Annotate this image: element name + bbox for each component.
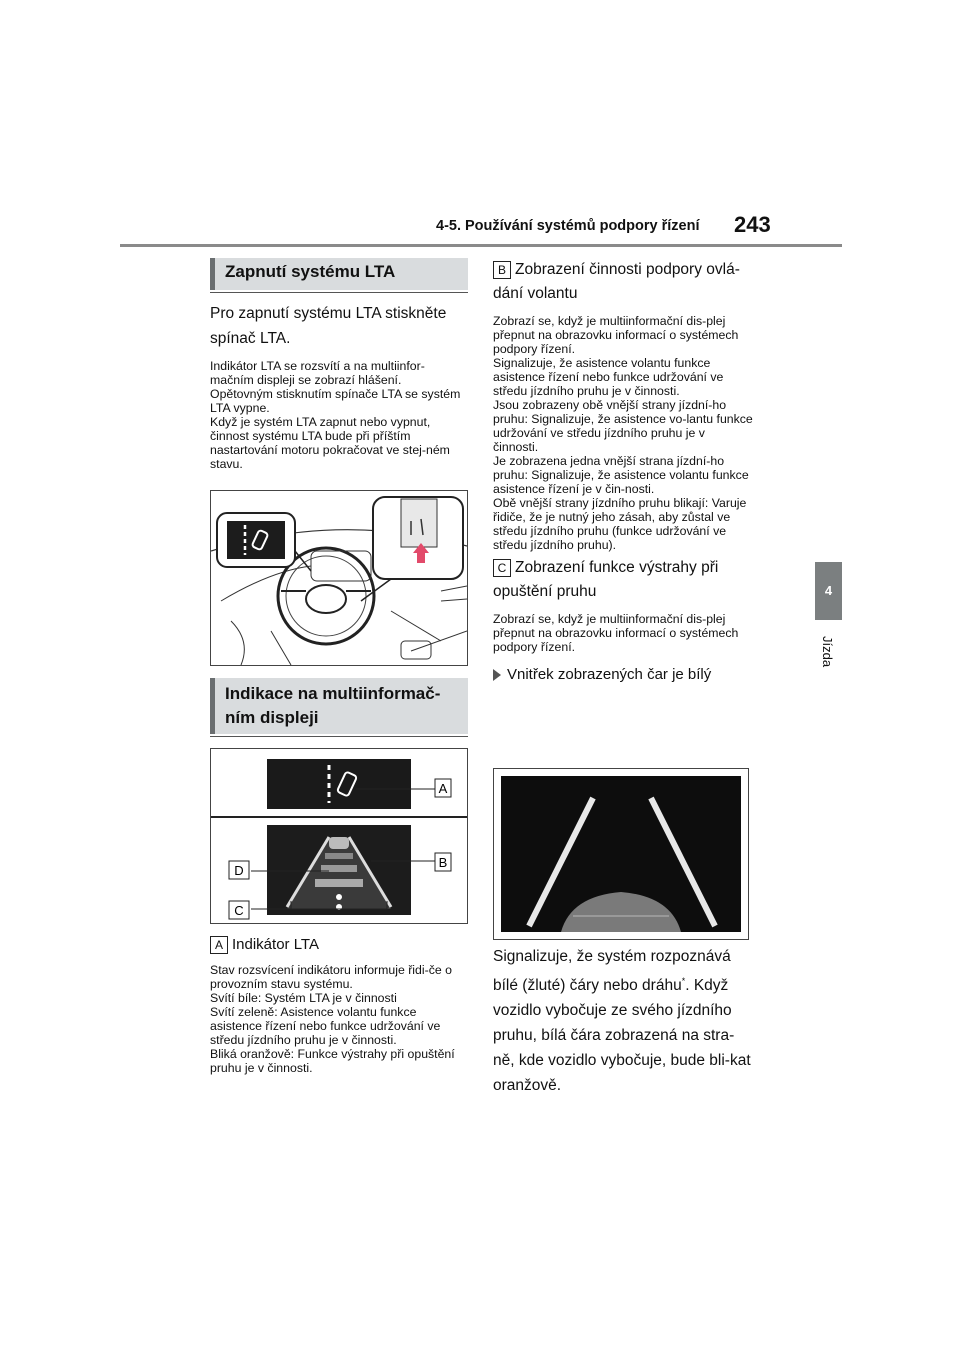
item-b-note-4: Je zobrazena jedna vnější strana jízdní-ho pruhu: Signalizuje, že asistence volantu funkce asistence řízení je v čin-nosti. xyxy=(493,454,749,496)
item-c-title: Zobrazení funkce výstrahy při opuštění pruhu xyxy=(493,559,719,600)
heading-mid-display: Indikace na multiinformač-ním displeji xyxy=(210,678,468,734)
item-c-note: Zobrazí se, když je multiinformační dis-plej přepnut na obrazovku informací o systémech podpory řízení. xyxy=(493,612,739,654)
heading-rule xyxy=(210,736,468,737)
item-a xyxy=(210,932,468,1075)
final-paragraph xyxy=(493,944,753,1098)
label-b-text: B xyxy=(438,855,448,870)
label-a-text: A xyxy=(438,781,448,796)
lane-display-illustration xyxy=(501,776,741,932)
section-title: 4-5. Používání systémů podpory řízení xyxy=(436,218,700,234)
item-a-note-3: Svítí zeleně: Asistence volantu funkce asistence řízení nebo funkce udržování ve středu jízdního pruhu je v činnosti. xyxy=(210,1005,441,1047)
note-1: Indikátor LTA se rozsvítí a na multiinfor-mačním displeji se zobrazí hlášení. xyxy=(210,359,425,387)
item-a-note-4: Bliká oranžově: Funkce výstrahy při opuštění pruhu je v činnosti. xyxy=(210,1047,455,1075)
right-column xyxy=(493,258,753,687)
item-b-note-1: Zobrazí se, když je multiinformační dis-plej přepnut na obrazovku informací o systémech podpory řízení. xyxy=(493,314,739,356)
item-c-letter: C xyxy=(493,559,511,577)
item-a-note-1: Stav rozsvícení indikátoru informuje řidi-če o provozním stavu systému. xyxy=(210,963,452,991)
note-2: Opětovným stisknutím spínače LTA se systém LTA vypne. xyxy=(210,387,461,415)
item-b-note-5: Obě vnější strany jízdního pruhu blikají: Varuje řidiče, že je nutný jeho zásah, aby zůstal ve středu jízdního pruhu (funkce udržování ve středu jízdního pruhu). xyxy=(493,496,747,552)
bullet-triangle-icon xyxy=(493,669,501,681)
dashboard-illustration xyxy=(211,491,467,665)
item-b-note-2: Signalizuje, že asistence volantu funkce asistence řízení nebo funkce udržování ve středu jízdního pruhu je v činnosti. xyxy=(493,356,724,398)
chapter-tab: 4 xyxy=(815,562,842,620)
item-a-note-2: Svítí bíle: Systém LTA je v činnosti xyxy=(210,991,397,1005)
left-column xyxy=(210,258,468,471)
lane-display-figure xyxy=(493,768,749,940)
item-b-letter: B xyxy=(493,261,511,279)
bullet-text: Vnitřek zobrazených čar je bílý xyxy=(507,666,712,683)
intro-text: Pro zapnutí systému LTA stiskněte spínač LTA. xyxy=(210,305,447,347)
note-3: Když je systém LTA zapnut nebo vypnut, činnost systému LTA bude při příštím nastartování motoru pokračovat ve stej-ném stavu. xyxy=(210,415,450,471)
mid-display-illustration xyxy=(211,749,467,923)
item-b-note-3: Jsou zobrazeny obě vnější strany jízdní-ho pruhu: Signalizuje, že asistence vo-lantu funkce udržování ve středu jízdního pruhu je v činnosti. xyxy=(493,398,753,454)
final-text-a: Signalizuje, že systém rozpoznává bílé (žluté) čáry nebo dráhu xyxy=(493,948,731,995)
page-number: 243 xyxy=(734,212,771,237)
item-a-letter: A xyxy=(210,936,228,954)
dashboard-figure xyxy=(210,490,468,666)
label-d-text: D xyxy=(234,863,244,878)
chapter-label: Jízda xyxy=(820,636,835,668)
header-rule xyxy=(120,244,842,247)
footnote-star: * xyxy=(681,976,686,986)
item-b-title: Zobrazení činnosti podpory ovlá-dání volantu xyxy=(493,261,740,302)
heading-rule xyxy=(210,292,468,293)
heading-lta-on: Zapnutí systému LTA xyxy=(210,258,468,290)
final-text-b: . Když vozidlo vybočuje ze svého jízdního pruhu, bílá čára zobrazená na stra-ně, kde vozidlo vybočuje, bude bli-kat oranžově. xyxy=(493,977,751,1095)
item-a-title: Indikátor LTA xyxy=(232,936,319,953)
mid-display-figure xyxy=(210,748,468,924)
label-c-text: C xyxy=(234,903,244,918)
